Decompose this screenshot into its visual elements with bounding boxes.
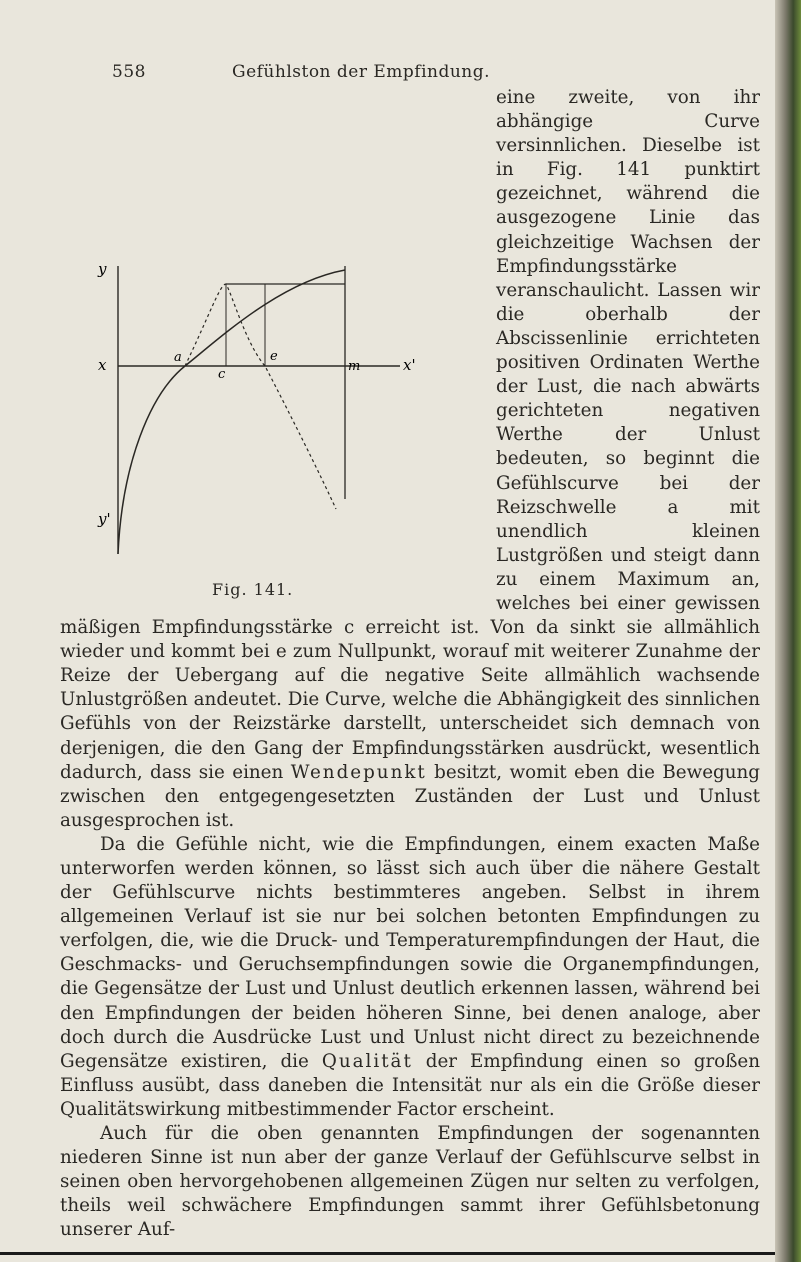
paragraph-3: Auch für die oben genannten Empfindungen der sogenannten niederen Sinne ist nun aber der ganze Verlauf der Gefühlscurve selbst in seinen oben hervorgehobenen allgemeinen Zügen nur selten zu verfolgen, theils weil schwächere Empfindungen sammt ihrer Gefühlsbetonung unserer Auf- bbox=[60, 1123, 760, 1241]
p2-start: Da die Gefühle nicht, wie die Empfindungen, einem exacten Maße unterworfen werden können, so lässt sich auch über die nähere Gestalt der Gefühlscurve nichts bestimmteres angeben. Selbst in ihrem allgemeinen Verlauf ist sie nur bei solchen betonten Empfindungen zu verfolgen, die, wie die Druck- und Temperaturempfindungen der Haut, die Geschmacks- und Geruchsempfindungen sowie die Organempfindungen, die Gegensätze der Lust und Unlust deutlich erkennen lassen, während bei den Empfindungen der beiden höheren Sinne, bei denen analoge, aber doch durch die Ausdrücke Lust und Unlust nicht direct zu bezeichnende Gegensätze existiren, die bbox=[60, 833, 760, 1072]
p1-intro: eine zweite, von ihr abhängige Curve versinnlichen. Dieselbe ist in Fig. 141 punktirt gezeichnet, während die ausgezogene Linie das gleichzeitige Wachsen der Empfindungsstärke veranschaulicht. Lassen wir die oberhalb der Abscissenlinie errichteten positiven Ordinaten Werthe der Lust, die nach abwärts gerichteten negativen Werthe der Unlust bedeuten, so beginnt die Gefühlscurve bei der Reizschwelle a mit unendlich kleinen Lustgrößen und steigt dann zu einem Maximum an, welches bei einer gewissen mäßigen Empfindungsstärke c erreicht ist. Von da sinkt sie allmählich wieder und kommt bei e zum Nullpunkt, worauf mit weiterer Zunahme der Reize der Uebergang auf die negative Seite allmählich wachsende Unlustgrößen andeutet. Die Curve, welche die Abhängigkeit des sinnlichen Gefühls von der Reizstärke darstellt, unterscheidet sich demnach von derjenigen, die den Gang der Empfindungsstärken ausdrückt, wesentlich dadurch, dass sie einen bbox=[60, 87, 760, 783]
feeling-curve-diagram bbox=[60, 254, 490, 584]
label-e: e bbox=[270, 349, 278, 364]
page-number: 558 bbox=[112, 62, 146, 82]
label-x: x bbox=[98, 356, 107, 374]
p2-end: der Empfindung einen so großen Einfluss ausübt, dass daneben die Intensität nur als ein die Größe dieser Qualitätswirkung mitbestimmender Factor erscheint. bbox=[60, 1050, 760, 1120]
figure-caption: Fig. 141. bbox=[212, 580, 294, 599]
label-x-prime: x' bbox=[403, 356, 416, 374]
feeling-curve bbox=[185, 284, 336, 509]
label-m: m bbox=[348, 359, 361, 374]
page-edge bbox=[775, 0, 801, 1262]
label-c: c bbox=[218, 367, 226, 382]
p1-end: besitzt, womit eben die Bewegung zwischen den entgegengesetzten Zuständen der Lust und Unlust ausgesprochen ist. bbox=[60, 761, 760, 831]
sensation-curve bbox=[118, 270, 345, 554]
paragraph-2 bbox=[60, 833, 760, 1122]
p2-spaced: Qualität bbox=[321, 1050, 413, 1072]
label-y-prime: y' bbox=[98, 510, 111, 528]
label-a: a bbox=[174, 350, 182, 365]
figure-141 bbox=[60, 254, 490, 610]
body-text bbox=[60, 86, 760, 1243]
p1-spaced: Wendepunkt bbox=[290, 761, 427, 783]
bottom-rule bbox=[0, 1252, 775, 1255]
label-y: y bbox=[98, 260, 107, 278]
running-title: Gefühlston der Empfindung. bbox=[232, 62, 491, 82]
